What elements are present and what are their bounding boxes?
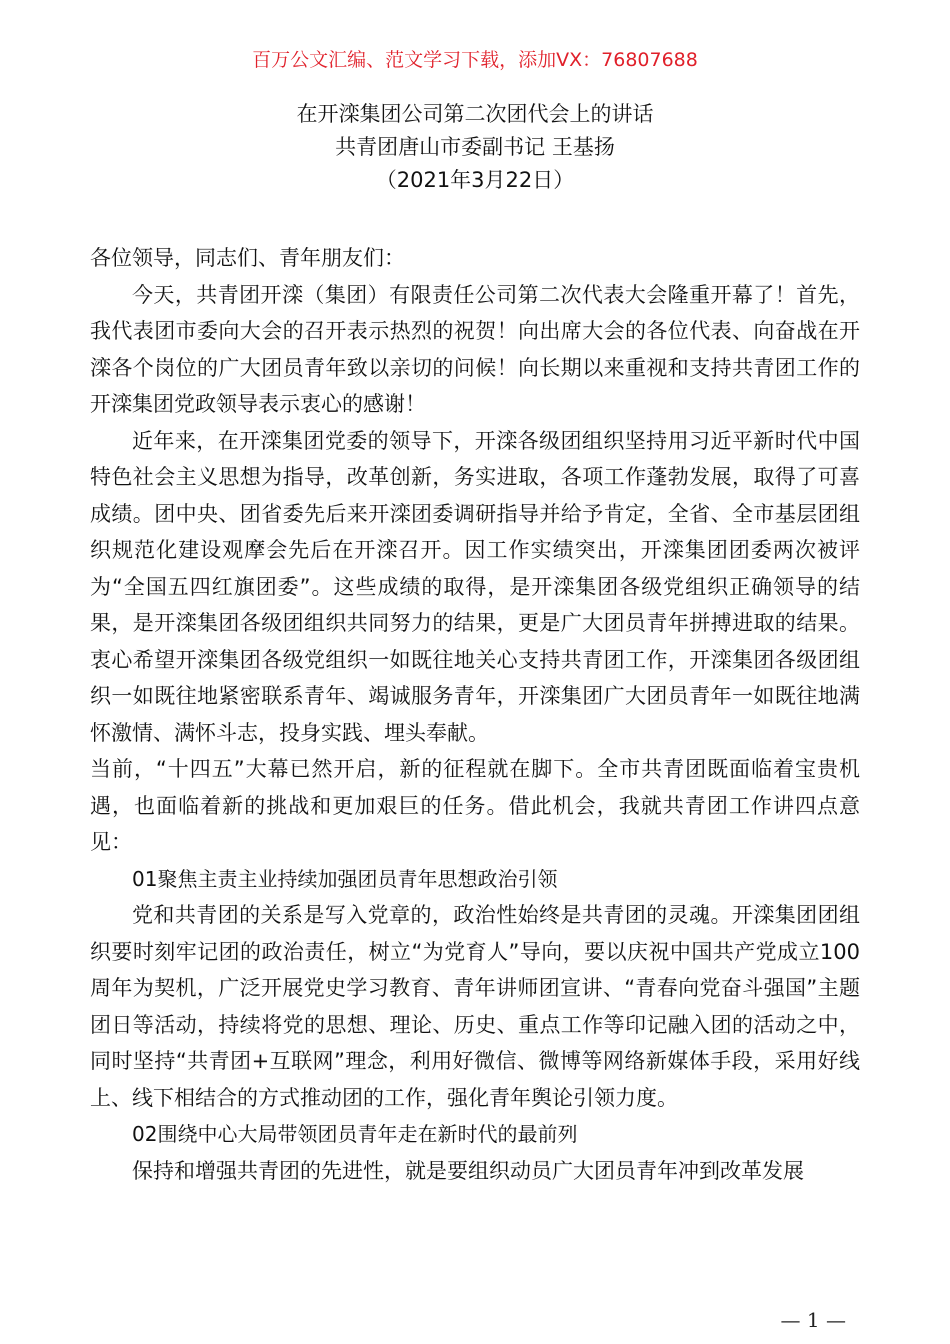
salutation: 各位领导，同志们、青年朋友们： xyxy=(90,246,405,270)
speech-title: 在开滦集团公司第二次团代会上的讲话 xyxy=(296,102,654,126)
paragraph-achievements: 近年来，在开滦集团党委的领导下，开滦各级团组织坚持用习近平新时代中国特色社会主义思想为指导，改革创新，务实进取，各项工作蓬勃发展，取得了可喜成绩。团中央、团省委先后来开滦团委调研指导并给予肯定，全省、全市基层团组织规范化建设观摩会先后在开滦召开。因工作实绩突出，开滦集团团委两次被评为“全国五四红旗团委”。这些成绩的取得，是开滦集团各级党组织正确领导的结果，是开滦集团各级团组织共同努力的结果，更是广大团员青年拼搏进取的结果。衷心希望开滦集团各级党组织一如既往地关心支持共青团工作，开滦集团各级团组织一如既往地紧密联系青年、竭诚服务青年，开滦集团广大团员青年一如既往地满怀激情、满怀斗志，投身实践、埋头奉献。 xyxy=(90,428,860,745)
section-heading-1: 01聚焦主责主业持续加强团员青年思想政治引领 xyxy=(132,866,558,891)
section-heading-2: 02围绕中心大局带领团员青年走在新时代的最前列 xyxy=(132,1122,578,1146)
page-number: — 1 — xyxy=(780,1308,846,1332)
speech-date: （2021年3月22日） xyxy=(375,168,575,192)
speaker-line: 共青团唐山市委副书记 王基扬 xyxy=(335,135,615,159)
title-block xyxy=(0,98,950,197)
speech-body xyxy=(90,240,860,1189)
paragraph-current: 当前，“十四五”大幕已然开启，新的征程就在脚下。全市共青团既面临着宝贵机遇，也面临着新的挑战和更加艰巨的任务。借此机会，我就共青团工作讲四点意见： xyxy=(90,757,860,854)
promo-header: 百万公文汇编、范文学习下载，添加VX：76807688 xyxy=(252,49,698,71)
paragraph-opening: 今天，共青团开滦（集团）有限责任公司第二次代表大会隆重开幕了！首先，我代表团市委向大会的召开表示热烈的祝贺！向出席大会的各位代表、向奋战在开滦各个岗位的广大团员青年致以亲切的问候！向长期以来重视和支持共青团工作的开滦集团党政领导表示衷心的感谢！ xyxy=(90,282,860,416)
paragraph-section-1: 党和共青团的关系是写入党章的，政治性始终是共青团的灵魂。开滦集团团组织要时刻牢记团的政治责任，树立“为党育人”导向，要以庆祝中国共产党成立100周年为契机，广泛开展党史学习教育、青年讲师团宣讲、“青春向党奋斗强国”主题团日等活动，持续将党的思想、理论、历史、重点工作等印记融入团的活动之中，同时坚持“共青团+互联网”理念，利用好微信、微博等网络新媒体手段，采用好线上、线下相结合的方式推动团的工作，强化青年舆论引领力度。 xyxy=(90,903,860,1110)
paragraph-section-2: 保持和增强共青团的先进性，就是要组织动员广大团员青年冲到改革发展 xyxy=(132,1158,804,1183)
